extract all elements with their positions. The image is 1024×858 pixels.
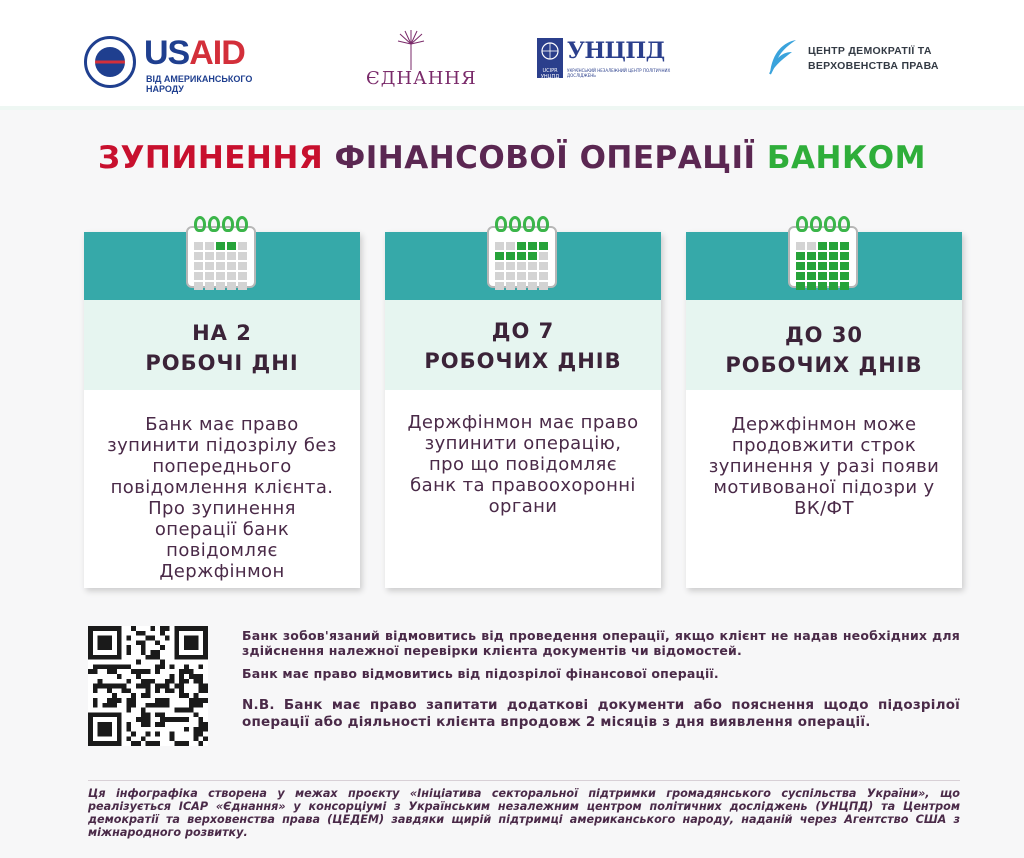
title-part-green: БАНКОМ xyxy=(766,140,926,176)
card-body: Банк має право зупинити підозрілу без попереднього повідомлення клієнта. Про зупинення операції банк повідомляє Держфінмон xyxy=(107,414,337,582)
calendar-day-cell xyxy=(227,272,236,280)
unzpd-wordmark: УНЦПД xyxy=(567,38,665,64)
calendar-day-cell xyxy=(818,272,827,280)
card-30-days xyxy=(686,232,962,588)
calendar-icon xyxy=(186,216,256,288)
calendar-day-cell xyxy=(829,282,838,290)
calendar-day-cell xyxy=(829,252,838,260)
unzpd-box-text: UCIPR УНЦПД xyxy=(540,68,560,80)
calendar-day-cell xyxy=(238,282,247,290)
calendar-day-cell xyxy=(495,282,504,290)
calendar-day-cell xyxy=(216,262,225,270)
calendar-day-cell xyxy=(807,262,816,270)
calendar-day-cell xyxy=(517,282,526,290)
calendar-day-cell xyxy=(506,282,515,290)
calendar-day-cell xyxy=(227,262,236,270)
calendar-day-cell xyxy=(205,272,214,280)
card-heading-line1: НА 2 xyxy=(192,321,252,345)
card-heading-line2: РОБОЧІ ДНІ xyxy=(145,351,299,375)
cedem-feather-icon xyxy=(766,38,800,78)
page-title xyxy=(0,140,1024,176)
calendar-day-cell xyxy=(807,242,816,250)
calendar-day-cell xyxy=(528,272,537,280)
calendar-day-cell xyxy=(495,262,504,270)
calendar-day-cell xyxy=(796,272,805,280)
calendar-day-cell xyxy=(238,272,247,280)
calendar-day-cell xyxy=(216,282,225,290)
title-part-purple: ФІНАНСОВОЇ ОПЕРАЦІЇ xyxy=(334,140,767,176)
calendar-day-cell xyxy=(194,252,203,260)
usaid-seal-icon xyxy=(84,36,136,88)
calendar-day-cell xyxy=(205,242,214,250)
calendar-day-cell xyxy=(517,272,526,280)
calendar-day-cell xyxy=(840,252,849,260)
calendar-day-cell xyxy=(238,252,247,260)
card-body: Держфінмон може продовжити строк зупинення у разі появи мотивованої підозри у ВК/ФТ xyxy=(708,414,940,519)
calendar-day-cell xyxy=(506,252,515,260)
calendar-day-cell xyxy=(506,242,515,250)
calendar-day-cell xyxy=(796,262,805,270)
qr-code[interactable] xyxy=(88,626,208,746)
calendar-day-cell xyxy=(517,252,526,260)
calendar-day-cell xyxy=(528,242,537,250)
card-2-days xyxy=(84,232,360,588)
footer-divider xyxy=(88,780,960,781)
calendar-day-cell xyxy=(528,282,537,290)
calendar-day-cell xyxy=(227,282,236,290)
calendar-day-cell xyxy=(216,252,225,260)
usaid-aid: AID xyxy=(189,34,245,72)
dandelion-icon xyxy=(396,30,426,70)
usaid-us: US xyxy=(144,34,190,72)
card-7-days xyxy=(385,232,661,588)
card-heading xyxy=(84,318,360,378)
calendar-day-cell xyxy=(238,262,247,270)
card-heading-line2: РОБОЧИХ ДНІВ xyxy=(725,353,923,377)
calendar-day-cell xyxy=(495,252,504,260)
calendar-day-cell xyxy=(506,262,515,270)
calendar-day-cell xyxy=(829,262,838,270)
calendar-day-cell xyxy=(818,262,827,270)
ednannia-wordmark: ЄДНАННЯ xyxy=(366,68,477,89)
info-nb-paragraph: N.B. Банк має право запитати додаткові документи або пояснення щодо підозрілої операції або діяльності клієнта впродовж 2 місяців з дня виявлення операції. xyxy=(242,697,960,730)
info-paragraph-1: Банк зобов'язаний відмовитись від проведення операції, якщо клієнт не надав необхідних для здійснення належної перевірки клієнта документів чи відомостей. xyxy=(242,628,960,658)
title-part-red: ЗУПИНЕННЯ xyxy=(98,140,335,176)
card-heading-line1: ДО 30 xyxy=(784,323,864,347)
cedem-wordmark xyxy=(808,44,939,74)
calendar-day-cell xyxy=(807,272,816,280)
calendar-day-cell xyxy=(539,282,548,290)
unzpd-emblem-icon xyxy=(537,38,563,78)
logos-header xyxy=(0,0,1024,106)
unzpd-logo xyxy=(537,38,671,82)
calendar-day-cell xyxy=(194,242,203,250)
calendar-day-cell xyxy=(539,252,548,260)
cedem-logo xyxy=(766,38,956,82)
calendar-day-cell xyxy=(840,272,849,280)
calendar-day-cell xyxy=(539,242,548,250)
header-divider xyxy=(0,106,1024,110)
calendar-day-cell xyxy=(796,242,805,250)
calendar-day-cell xyxy=(194,282,203,290)
calendar-day-cell xyxy=(194,262,203,270)
calendar-day-cell xyxy=(829,242,838,250)
card-heading-line2: РОБОЧИХ ДНІВ xyxy=(424,349,622,373)
cedem-line2: ВЕРХОВЕНСТВА ПРАВА xyxy=(808,60,939,72)
calendar-day-cell xyxy=(840,242,849,250)
usaid-logo xyxy=(84,34,274,94)
calendar-day-cell xyxy=(194,272,203,280)
card-heading xyxy=(686,320,962,380)
calendar-day-cell xyxy=(840,262,849,270)
calendar-day-cell xyxy=(495,272,504,280)
calendar-day-cell xyxy=(807,252,816,260)
usaid-subtitle: ВІД АМЕРИКАНСЬКОГО НАРОДУ xyxy=(146,74,253,94)
usaid-wordmark xyxy=(144,34,245,73)
calendar-day-cell xyxy=(528,252,537,260)
calendar-day-cell xyxy=(818,282,827,290)
calendar-day-cell xyxy=(517,242,526,250)
calendar-day-cell xyxy=(539,272,548,280)
card-body: Держфінмон має право зупинити операцію, про що повідомляє банк та правоохоронні органи xyxy=(407,412,639,517)
calendar-day-cell xyxy=(506,272,515,280)
calendar-day-cell xyxy=(216,242,225,250)
calendar-day-cell xyxy=(796,252,805,260)
calendar-day-cell xyxy=(216,272,225,280)
calendar-day-cell xyxy=(205,252,214,260)
calendar-icon xyxy=(788,216,858,288)
calendar-day-cell xyxy=(818,252,827,260)
calendar-day-cell xyxy=(840,282,849,290)
unzpd-subtitle: УКРАЇНСЬКИЙ НЕЗАЛЕЖНИЙ ЦЕНТР ПОЛІТИЧНИХ ДОСЛІДЖЕНЬ xyxy=(567,68,671,78)
calendar-day-cell xyxy=(495,242,504,250)
calendar-day-cell xyxy=(227,252,236,260)
calendar-day-cell xyxy=(227,242,236,250)
calendar-day-cell xyxy=(829,272,838,280)
calendar-day-cell xyxy=(517,262,526,270)
calendar-day-cell xyxy=(539,262,548,270)
card-heading xyxy=(385,316,661,376)
calendar-day-cell xyxy=(205,282,214,290)
calendar-day-cell xyxy=(818,242,827,250)
calendar-day-cell xyxy=(807,282,816,290)
card-heading-line1: ДО 7 xyxy=(491,319,555,343)
calendar-day-cell xyxy=(238,242,247,250)
calendar-icon xyxy=(487,216,557,288)
calendar-day-cell xyxy=(796,282,805,290)
ednannia-logo xyxy=(360,30,477,90)
cedem-line1: ЦЕНТР ДЕМОКРАТІЇ ТА xyxy=(808,45,932,57)
footer-note: Ця інфографіка створена у межах проєкту «Ініціатива секторальної підтримки громадянського суспільства України», що реалізується ІСАР «Єднання» у консорціумі з Українським незалежним центром політичних досліджень (УНЦПД) та Центром демократії та верховенства права (ЦЕДЕМ) завдяки щирій підтримці американського народу, наданій через Агентство США з міжнародного розвитку. xyxy=(88,787,960,839)
info-paragraph-2: Банк має право відмовитись від підозрілої фінансової операції. xyxy=(242,666,719,681)
calendar-day-cell xyxy=(528,262,537,270)
calendar-day-cell xyxy=(205,262,214,270)
